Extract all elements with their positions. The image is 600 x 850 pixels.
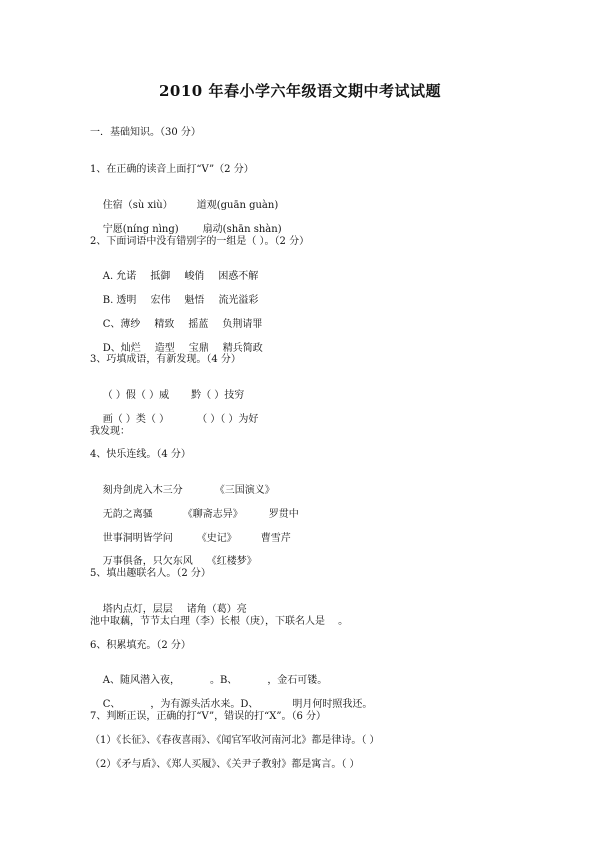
option-word: D、灿烂: [102, 343, 141, 354]
option-word: 宏伟: [150, 295, 171, 306]
match-book: 《史记》: [196, 533, 237, 544]
option-word: 宝鼎: [188, 343, 209, 354]
match-book: 《三国演义》: [214, 485, 275, 496]
option-word: B. 透明: [102, 295, 137, 306]
match-item: 无韵之离骚: [102, 509, 153, 520]
q4-stem: 4、快乐连线。（4 分）: [90, 449, 191, 460]
fill-part: ，金石可镂。: [267, 675, 328, 686]
option-word: 摇蓝: [188, 319, 209, 330]
q5-row-2: 池中取藕，节节太白理（李）长根（庚），下联名人是 。: [90, 616, 349, 627]
q5-stem: 5、填出趣联名人。（2 分）: [90, 568, 211, 579]
match-author: 罗贯中: [268, 509, 299, 520]
fill-part: C、: [102, 699, 121, 710]
fill-part: 明月何时照我还。: [292, 699, 373, 710]
q6-stem: 6、积累填充。（2 分）: [90, 640, 191, 651]
section-heading: 一．基础知识。（30 分）: [90, 127, 201, 138]
idiom-blank: （ ）假（ ）威: [102, 390, 170, 401]
fill-part: 。B、: [209, 675, 238, 686]
q1-item: 宁愿(níng nìng): [102, 224, 179, 235]
q7-item-1: （1）《长征》、《春夜喜雨》、《闻官军收河南河北》都是律诗。（ ）: [90, 735, 380, 746]
option-word: A. 允诺: [102, 271, 137, 282]
match-book: 《聊斋志异》: [182, 509, 243, 520]
q1-stem: 1、在正确的读音上面打“V”（2 分）: [90, 164, 254, 175]
q7-item-2: （2）《矛与盾》、《郑人买履》、《关尹子教射》都是寓言。（ ）: [90, 759, 360, 770]
q7-stem: 7、判断正误，正确的打“V”，错误的打“X”。（6 分）: [90, 711, 327, 722]
couplet-part: 诸角（葛）亮: [186, 604, 247, 615]
option-word: 精兵简政: [222, 343, 263, 354]
option-word: 魁悟: [184, 295, 205, 306]
match-book: 《红楼梦》: [206, 556, 257, 567]
q3-finding: 我发现：: [90, 426, 130, 437]
q2-stem: 2、下面词语中没有错别字的一组是（ ）。（2 分）: [90, 236, 310, 247]
match-author: 曹雪芹: [260, 533, 291, 544]
fill-part: ，为有源头活水来。D、: [150, 699, 259, 710]
option-word: 困惑不解: [218, 271, 259, 282]
match-item: 世事洞明皆学问: [102, 533, 173, 544]
match-item: 万事俱备，只欠东风: [102, 556, 193, 567]
idiom-blank: （ ）（ ）为好: [197, 414, 259, 425]
option-word: 精致: [154, 319, 175, 330]
option-word: 抵御: [150, 271, 171, 282]
fill-part: A、随风潜入夜，: [102, 675, 180, 686]
exam-title: 2010 年春小学六年级语文期中考试试题: [159, 82, 441, 100]
option-word: 流光溢彩: [218, 295, 259, 306]
option-word: 造型: [154, 343, 175, 354]
option-word: C、薄纱: [102, 319, 141, 330]
q1-item: 住宿（sù xiù）: [102, 200, 173, 211]
q1-item: 道观(guān guàn): [196, 200, 279, 211]
idiom-blank: 画（ ）类（ ）: [102, 414, 170, 425]
option-word: 峻俏: [184, 271, 205, 282]
option-word: 负荆请罪: [222, 319, 263, 330]
q3-stem: 3、巧填成语，有新发现。（4 分）: [90, 354, 241, 365]
idiom-blank: 黔（ ）技穷: [191, 390, 245, 401]
match-item: 刻舟剑虎入木三分: [102, 485, 183, 496]
q1-item: 扇动(shān shàn): [202, 224, 282, 235]
couplet-part: 塔内点灯，层层: [102, 604, 173, 615]
